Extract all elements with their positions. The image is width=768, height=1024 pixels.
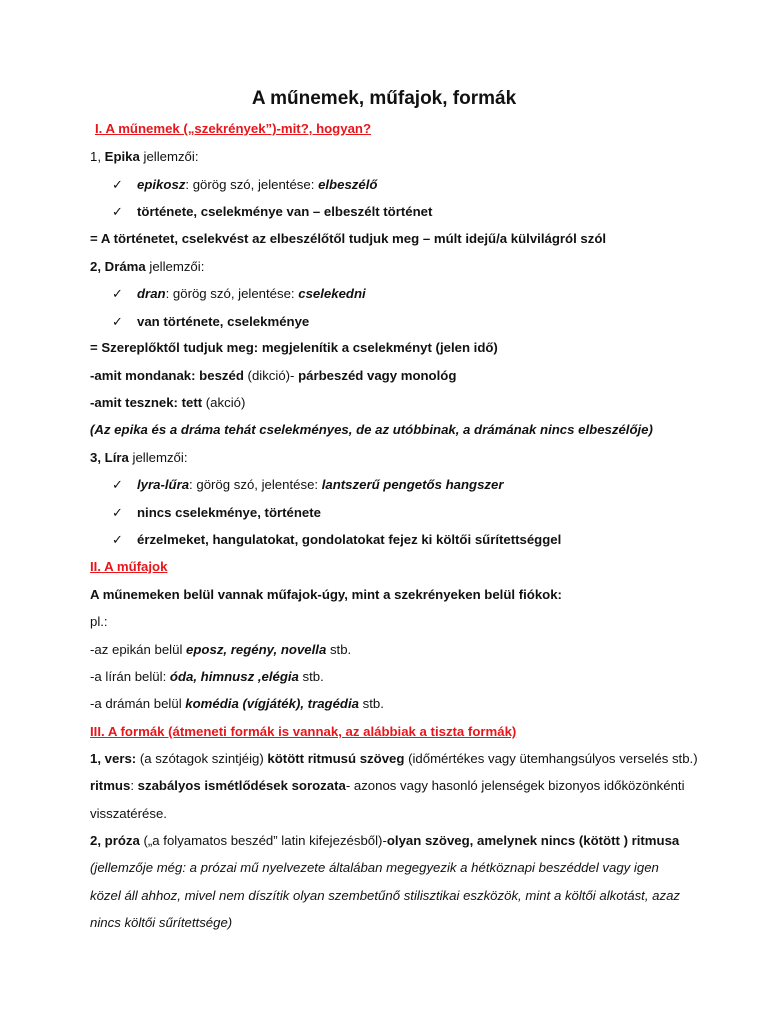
drama-num: 2,: [90, 259, 105, 274]
mondanak-label: -amit mondanak: beszéd: [90, 368, 244, 383]
epika-bullet-1: [137, 177, 377, 193]
lira-bullet-3: érzelmeket, hangulatokat, gondolatokat fejez ki költői sűrítettséggel: [137, 532, 562, 547]
drama-bullet-1: [137, 286, 366, 302]
drama-bullet-2: van története, cselekménye: [137, 314, 310, 329]
drama-tesznek: [90, 395, 245, 411]
mufajok-intro: A műnemeken belül vannak műfajok-úgy, mint a szekrényeken belül fiókok:: [90, 587, 562, 602]
vers-definition: kötött ritmusú szöveg: [267, 751, 405, 766]
check-icon: ✓: [112, 314, 123, 329]
ritmus-explanation: - azonos vagy hasonló jelenségek bizonyos időközönkénti: [345, 778, 685, 793]
epika-summary: = A történetet, cselekvést az elbeszélőtől tudjuk meg – múlt idejű/a külvilágról szól: [90, 231, 607, 246]
mondanak-paren: (dikció)-: [243, 368, 299, 383]
drama-mondanak: [90, 368, 456, 384]
lira-def-text: : görög szó, jelentése:: [189, 477, 322, 492]
lira-label: Líra: [104, 450, 129, 465]
vers-label: 1, vers:: [90, 751, 137, 766]
check-icon: ✓: [112, 532, 123, 547]
lira-suffix: jellemzői:: [128, 450, 188, 465]
drama-term: dran: [137, 286, 166, 301]
check-icon: ✓: [112, 477, 123, 492]
proza-note-1: (jellemzője még: a prózai mű nyelvezete általában megegyezik a hétköznapi beszéddel vagy igen: [90, 860, 659, 875]
check-icon: ✓: [112, 177, 123, 192]
epika-num: 1,: [90, 149, 105, 164]
proza-note-3: nincs költői sűrítettsége): [90, 915, 233, 930]
pl-label: pl.:: [90, 614, 108, 629]
mondanak-forms: párbeszéd vagy monológ: [298, 368, 457, 383]
check-icon: ✓: [112, 204, 123, 219]
proza-line: [90, 833, 679, 849]
vers-types: (időmértékes vagy ütemhangsúlyos verselés stb.): [404, 751, 698, 766]
drama-def-text: : görög szó, jelentése:: [165, 286, 299, 301]
vers-line: [90, 751, 698, 767]
example-epika-prefix: -az epikán belül: [90, 642, 187, 657]
example-drama-genres: komédia (vígjáték), tragédia: [185, 696, 359, 711]
example-drama-stb: stb.: [359, 696, 384, 711]
ritmus-label: ritmus: [90, 778, 131, 793]
vers-paren: (a szótagok szintjéig): [136, 751, 268, 766]
epika-suffix: jellemzői:: [139, 149, 199, 164]
epika-term: epikosz: [137, 177, 186, 192]
example-lira-prefix: -a lírán belül:: [90, 669, 170, 684]
example-lira: [90, 669, 324, 685]
drama-heading: [90, 259, 204, 275]
page-title: A műnemek, műfajok, formák: [251, 88, 517, 109]
lira-num: 3,: [90, 450, 105, 465]
epika-label: Epika: [104, 149, 140, 164]
example-epika-genres: eposz, regény, novella: [186, 642, 327, 657]
tesznek-paren: (akció): [202, 395, 246, 410]
lira-bullet-2: nincs cselekménye, története: [137, 505, 321, 520]
proza-note-2: közel áll ahhoz, mivel nem díszítik olyan szembetűnő stilisztikai eszközök, mint a költői alkotást, azaz: [90, 888, 681, 903]
lira-heading: [90, 450, 188, 466]
ritmus-colon: :: [130, 778, 138, 793]
epika-def-text: : görög szó, jelentése:: [185, 177, 319, 192]
proza-label: 2, próza: [90, 833, 140, 848]
drama-suffix: jellemzői:: [145, 259, 205, 274]
example-epika: [90, 642, 351, 658]
drama-meaning: cselekedni: [298, 286, 366, 301]
ritmus-line: [90, 778, 685, 794]
check-icon: ✓: [112, 505, 123, 520]
example-epika-stb: stb.: [326, 642, 352, 657]
example-drama: [90, 696, 384, 712]
ritmus-line-2: visszatérése.: [90, 806, 167, 821]
example-lira-stb: stb.: [298, 669, 324, 684]
section-3-heading: III. A formák (átmeneti formák is vannak, az alábbiak a tiszta formák): [90, 724, 517, 739]
proza-definition: olyan szöveg, amelynek nincs (kötött ) ritmusa: [386, 833, 680, 848]
tesznek-label: -amit tesznek: tett: [90, 395, 203, 410]
check-icon: ✓: [112, 286, 123, 301]
proza-paren: („a folyamatos beszéd” latin kifejezésből)-: [139, 833, 387, 848]
lira-bullet-1: [137, 477, 503, 493]
section-1-heading: I. A műnemek („szekrények”)-mit?, hogyan?: [95, 121, 372, 136]
lira-term: lyra-lűra: [137, 477, 190, 492]
example-lira-genres: óda, himnusz ,elégia: [169, 669, 299, 684]
drama-note: (Az epika és a dráma tehát cselekményes, de az utóbbinak, a drámának nincs elbeszélője): [90, 422, 653, 437]
drama-summary: = Szereplőktől tudjuk meg: megjelenítik a cselekményt (jelen idő): [90, 340, 498, 355]
epika-meaning: elbeszélő: [318, 177, 378, 192]
lira-meaning: lantszerű pengetős hangszer: [321, 477, 504, 492]
epika-bullet-2: története, cselekménye van – elbeszélt történet: [137, 204, 433, 219]
section-2-heading: II. A műfajok: [90, 559, 168, 574]
drama-label: Dráma: [104, 259, 146, 274]
epika-heading: [90, 149, 199, 165]
ritmus-definition: szabályos ismétlődések sorozata: [137, 778, 346, 793]
example-drama-prefix: -a drámán belül: [90, 696, 186, 711]
